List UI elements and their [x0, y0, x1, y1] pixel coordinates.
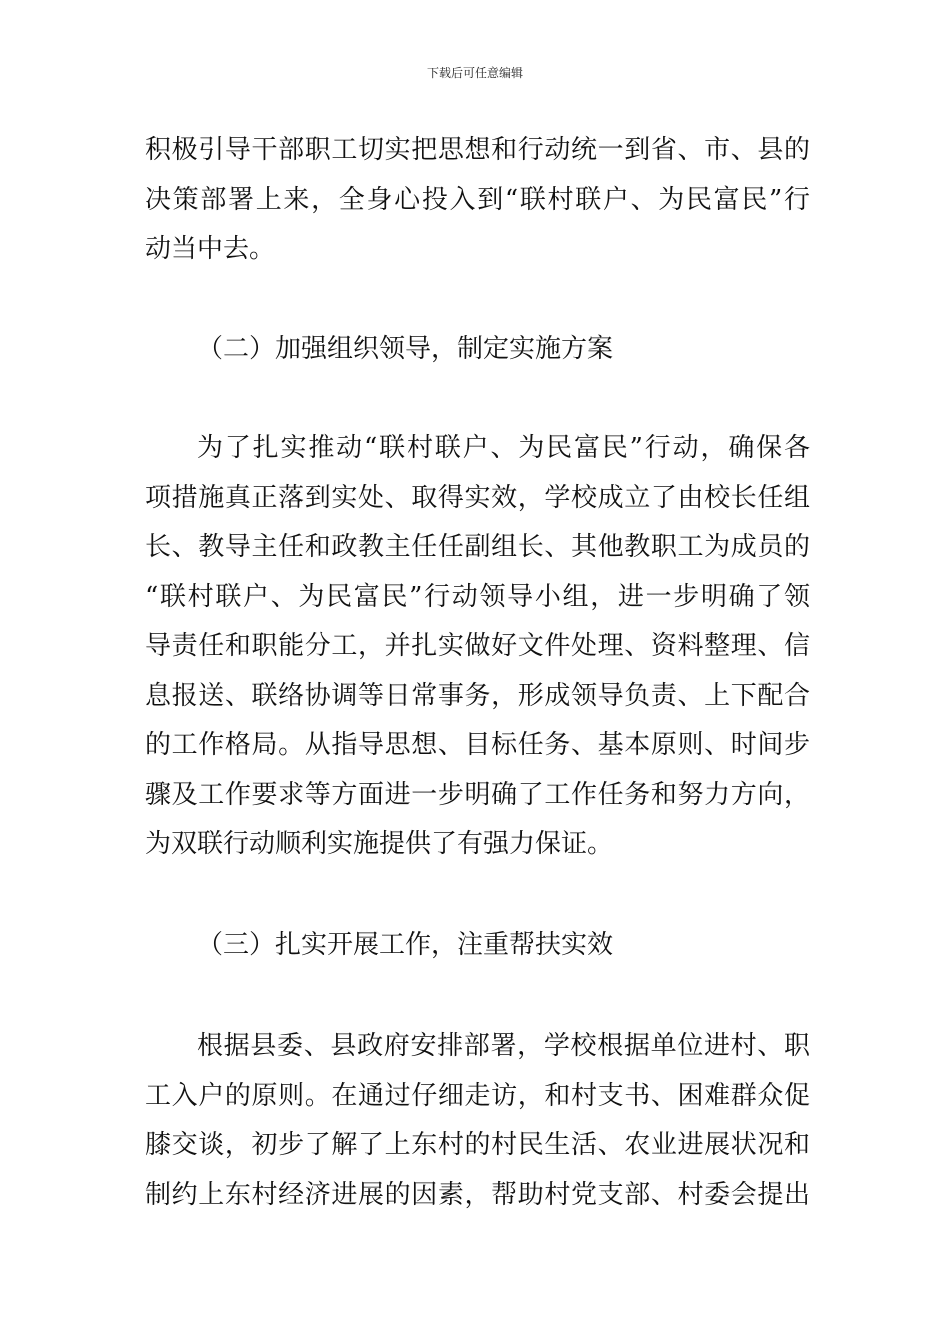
text-line: 动当中去。 [145, 234, 276, 264]
text-line: 项措施真正落到实处、取得实效，学校成立了由校长任组 [145, 482, 810, 513]
text-line: 积极引导干部职工切实把思想和行动统一到省、市、县的 [145, 135, 810, 165]
text-line: 为了扎实推动“联村联户、为民富民”行动，确保各 [197, 433, 810, 463]
paragraph-section-3 [145, 1022, 810, 1220]
paragraph-section-2 [145, 424, 810, 870]
text-line: 导责任和职能分工，并扎实做好文件处理、资料整理、信 [145, 631, 810, 661]
page-header: 下载后可任意编辑 [426, 66, 523, 80]
text-line: 制约上东村经济进展的因素，帮助村党支部、村委会提出 [145, 1179, 810, 1210]
paragraph-continuation [145, 126, 810, 275]
text-line: 根据县委、县政府安排部署，学校根据单位进村、职 [197, 1031, 810, 1061]
text-line: 工入户的原则。在通过仔细走访，和村支书、困难群众促 [145, 1080, 810, 1111]
text-line: 为双联行动顺利实施提供了有强力保证。 [145, 829, 614, 859]
text-line: 膝交谈，初步了解了上东村的村民生活、农业进展状况和 [145, 1130, 810, 1160]
text-line: 骤及工作要求等方面进一步明确了工作任务和努力方向， [145, 779, 810, 810]
section-heading-3: （三）扎实开展工作，注重帮扶实效 [197, 930, 614, 960]
section-heading-2: （二）加强组织领导，制定实施方案 [197, 334, 614, 364]
text-line: “联村联户、为民富民”行动领导小组，进一步明确了领 [145, 581, 810, 612]
text-line: 的工作格局。从指导思想、目标任务、基本原则、时间步 [145, 730, 810, 760]
text-line: 决策部署上来，全身心投入到“联村联户、为民富民”行 [145, 184, 810, 215]
text-line: 长、教导主任和政教主任任副组长、其他教职工为成员的 [145, 532, 810, 562]
text-line: 息报送、联络协调等日常事务，形成领导负责、上下配合 [145, 680, 810, 711]
